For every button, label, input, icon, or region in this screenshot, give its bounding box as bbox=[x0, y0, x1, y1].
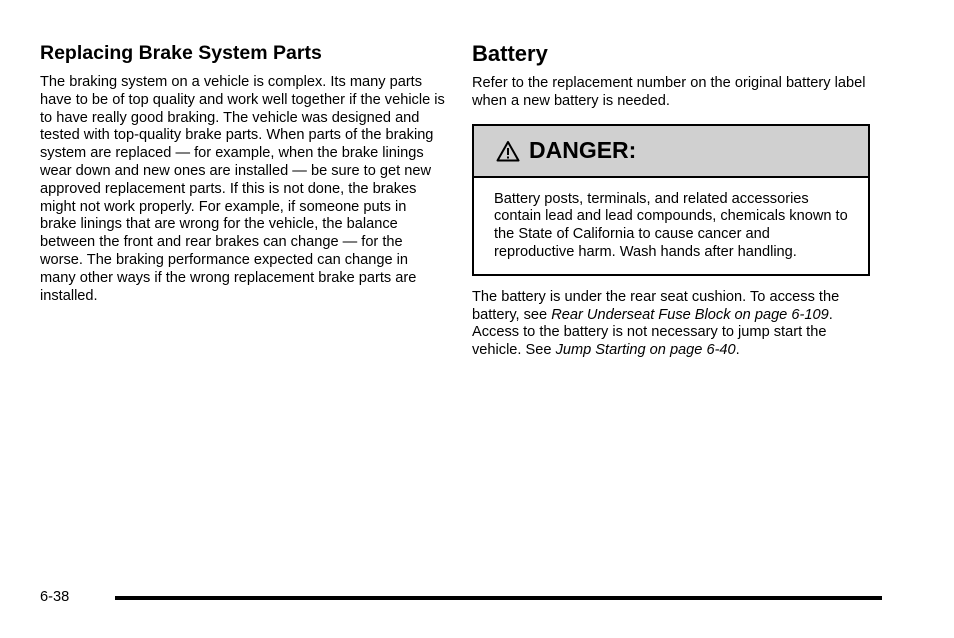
jump-starting-reference-link[interactable]: Jump Starting on page 6-40 bbox=[555, 342, 736, 359]
right-column bbox=[472, 40, 877, 360]
danger-header bbox=[474, 126, 868, 178]
danger-title: DANGER: bbox=[529, 137, 637, 164]
danger-box bbox=[472, 124, 870, 276]
left-column bbox=[40, 40, 445, 305]
battery-location-paragraph bbox=[472, 289, 877, 360]
fuse-block-reference-link[interactable]: Rear Underseat Fuse Block on page 6-109 bbox=[551, 306, 829, 323]
battery-intro: Refer to the replacement number on the original battery label when a new battery is needed. bbox=[472, 75, 866, 109]
danger-body bbox=[474, 178, 868, 274]
battery-heading: Battery bbox=[472, 41, 548, 66]
battery-location-text-3: . bbox=[735, 342, 740, 359]
brake-parts-paragraph: The braking system on a vehicle is complex. Its many parts have to be of top quality and work well together if the vehicle is to have really good braking. The vehicle was designed and tested with top-quality brake parts. When parts of the braking system are replaced — for example, when the brake linings wear down and new ones are installed — be sure to get new approved replacement parts. If this is not done, the brakes might not work properly. For example, if someone puts in brake linings that are wrong for the vehicle, the balance between the front and rear brakes can change — for the worse. The braking performance expected can change in many other ways if the wrong replacement brake parts are installed. bbox=[40, 74, 445, 304]
brake-parts-heading: Replacing Brake System Parts bbox=[40, 42, 322, 64]
page-number: 6-38 bbox=[40, 589, 70, 605]
danger-text: Battery posts, terminals, and related accessories contain lead and lead compounds, chemicals known to the State of California to cause cancer and reproductive harm. Wash hands after handling. bbox=[494, 190, 848, 260]
battery-location-text-1: The battery is under the rear seat cushion. To access the battery, see bbox=[472, 288, 840, 323]
warning-triangle-icon bbox=[496, 140, 520, 162]
battery-location-text-2: . Access to the battery is not necessary to jump start the vehicle. See bbox=[472, 306, 833, 359]
footer-rule bbox=[115, 596, 882, 600]
